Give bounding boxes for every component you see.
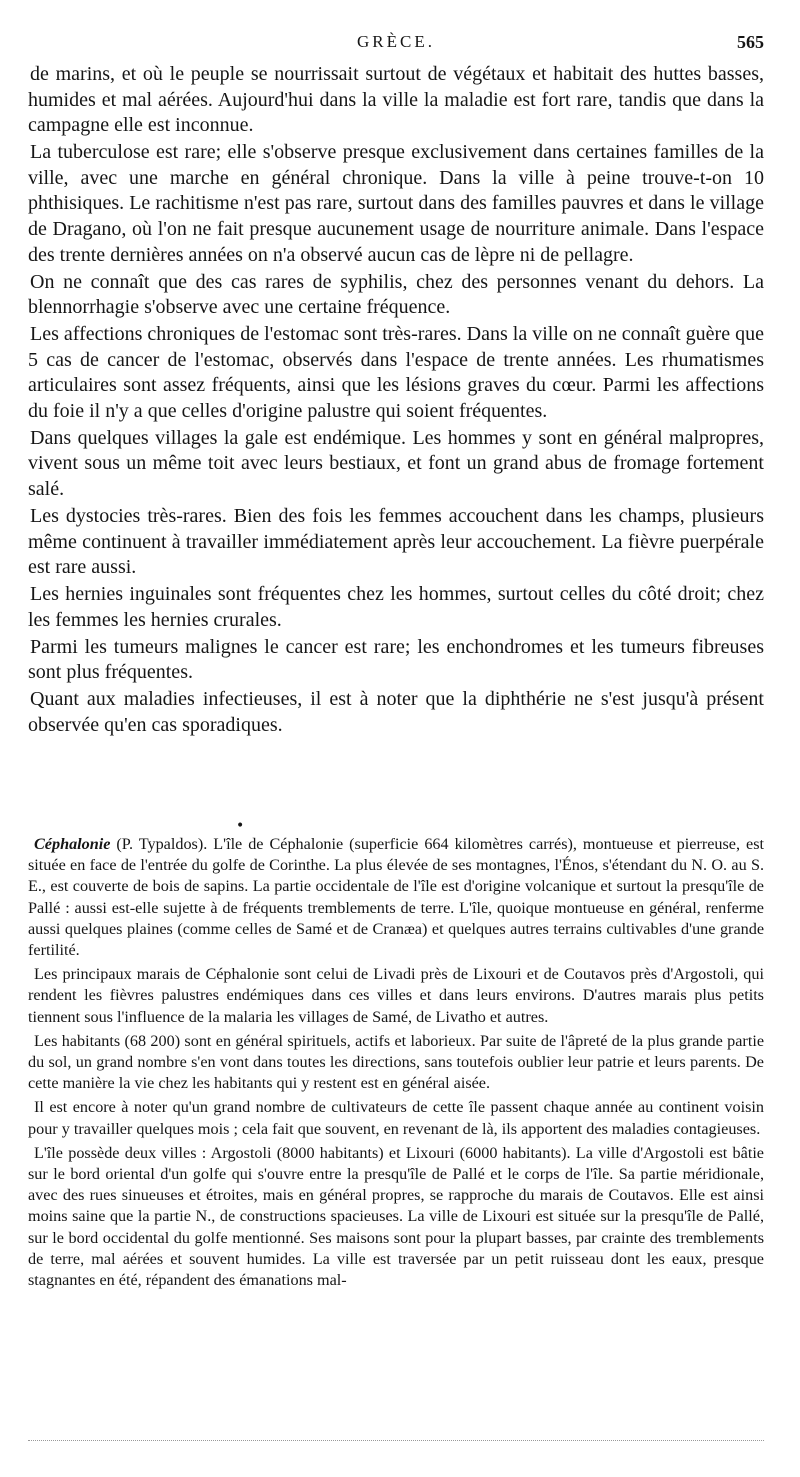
page-number: 565 <box>737 32 764 52</box>
running-title: GRÈCE. <box>357 32 435 51</box>
note-paragraph: Les habitants (68 200) sont en général spirituels, actifs et laborieux. Par suite de l'âpreté de la plus grande partie du sol, un grand nombre s'en vont dans toutes les directions, sans toutefois oublier leur patrie et leurs parents. De cette manière la vie chez les habitants qui y restent est en général aisée. <box>28 1031 764 1093</box>
body-paragraph: Les hernies inguinales sont fréquentes chez les hommes, surtout celles du côté droit; chez les femmes les hernies crurales. <box>28 583 764 631</box>
page-header <box>28 28 764 58</box>
note-paragraph: L'île possède deux villes : Argostoli (8000 habitants) et Lixouri (6000 habitants). La ville d'Argostoli est bâtie sur le bord oriental d'un golfe qui s'ouvre entre la presqu'île de Pallé et le corps de l'île. Sa partie méridionale, avec des rues sinueuses et étroites, mais en général propres, se rapproche du marais de Coutavos. Elle est ainsi moins saine que la partie N., de constructions spacieuses. La ville de Lixouri est située sur la presqu'île de Pallé, sur le bord occidental du golfe mentionné. Ses maisons sont pour la plupart basses, par crainte des tremblements de terre, mal aérées et souvent humides. La ville est traversée par un petit ruisseau dont les eaux, presque stagnantes en été, répandent des émanations mal- <box>28 1143 764 1290</box>
note-paragraph <box>28 834 764 961</box>
note-paragraph: Les principaux marais de Céphalonie sont celui de Livadi près de Lixouri et de Coutavos près d'Argostoli, qui rendent les fièvres palustres endémiques dans ces villes et dans leurs environs. D'autres marais plus petits tiennent sous l'influence de la malaria les villages de Samé, de Livatho et autres. <box>28 965 764 1026</box>
body-paragraph: Dans quelques villages la gale est endémique. Les hommes y sont en général malpropres, vivent sous un même toit avec leurs bestiaux, et font un grand abus de fromage fortement salé. <box>28 426 764 501</box>
body-paragraph: de marins, et où le peuple se nourrissait surtout de végétaux et habitait des huttes basses, humides et mal aérées. Aujourd'hui dans la ville la maladie est fort rare, tandis que dans la campagne elle est inconnue. <box>28 63 764 137</box>
body-paragraph: On ne connaît que des cas rares de syphilis, chez des personnes venant du dehors. La blennorrhagie s'observe avec une certaine fréquence. <box>28 270 764 319</box>
scan-footer-rule <box>28 1440 764 1445</box>
body-paragraph: Les dystocies très-rares. Bien des fois les femmes accouchent dans les champs, plusieurs même continuent à travailler immédiatement après leur accouchement. La fièvre puerpérale est rare aussi. <box>28 505 764 579</box>
main-text <box>28 62 764 740</box>
note-paragraph: Il est encore à noter qu'un grand nombre de cultivateurs de cette île passent chaque année au continent voisin pour y travailler quelques mois ; cela fait que souvent, en revenant de là, ils apportent des maladies contagieuses. <box>28 1098 764 1138</box>
small-print-section <box>28 834 764 1294</box>
body-paragraph: Quant aux maladies infectieuses, il est à noter que la diphthérie ne s'est jusqu'à présent observée qu'en cas sporadiques. <box>28 688 764 736</box>
section-separator: • <box>236 818 245 834</box>
body-paragraph: La tuberculose est rare; elle s'observe presque exclusivement dans certaines familles de la ville, avec une marche en général chronique. Dans la ville à peine trouve-t-on 10 phthisiques. Le rachitisme n'est pas rare, surtout dans des familles pauvres et dans le village de Dragano, où l'on ne fait presque aucunement usage de nourriture animale. Dans l'espace des trente dernières années on n'a observé aucun cas de lèpre ni de pellagre. <box>28 141 764 266</box>
note-first-text: (P. Typaldos). L'île de Céphalonie (superficie 664 kilomètres carrés), montueuse et pierreuse, est située en face de l'entrée du golfe de Corinthe. La plus élevée de ses montagnes, l'Énos, s'étendant du N. O. au S. E., est couverte de bois de sapins. La partie occidentale de l'île est d'origine volcanique et surtout la presqu'île de Pallé : aussi est-elle sujette à de fréquents tremblements de terre. L'île, quoique montueuse en général, renferme aussi quelques plaines (comme celles de Samé et de Cranæa) et quelques autres terrains cultivables d'une grande fertilité. <box>28 835 764 960</box>
body-paragraph: Les affections chroniques de l'estomac sont très-rares. Dans la ville on ne connaît guère que 5 cas de cancer de l'estomac, observés dans l'espace de trente années. Les rhumatismes articulaires sont assez fréquents, ainsi que les lésions graves du cœur. Parmi les affections du foie il n'y a que celles d'origine palustre qui soient fréquentes. <box>28 323 764 422</box>
body-paragraph: Parmi les tumeurs malignes le cancer est rare; les enchondromes et les tumeurs fibreuses sont plus fréquentes. <box>28 635 764 684</box>
section-lead: Céphalonie <box>34 835 111 853</box>
